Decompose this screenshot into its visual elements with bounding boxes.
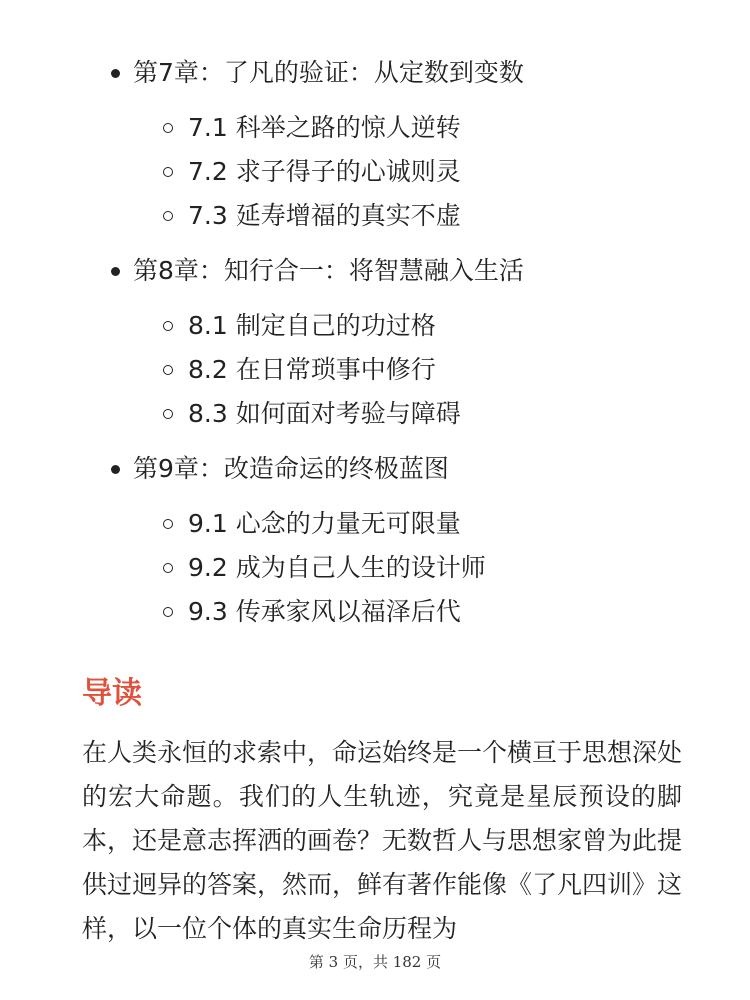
- section-title: 9.2 成为自己人生的设计师: [188, 553, 486, 582]
- section-title: 8.3 如何面对考验与障碍: [188, 399, 461, 428]
- list-item: [0, 590, 750, 634]
- table-of-contents: [0, 50, 750, 644]
- list-item: [0, 194, 750, 238]
- section-heading: 导读: [82, 676, 142, 711]
- list-item: [0, 304, 750, 348]
- section-title: 8.2 在日常琐事中修行: [188, 355, 436, 384]
- bullet-disc-icon: [111, 267, 120, 276]
- section-list: [0, 106, 750, 238]
- bullet-circle-icon: [163, 607, 173, 617]
- chapter-title: [0, 248, 750, 294]
- section-title: 9.3 传承家风以福泽后代: [188, 597, 461, 626]
- bullet-circle-icon: [163, 519, 173, 529]
- bullet-circle-icon: [163, 321, 173, 331]
- intro-paragraph: 在人类永恒的求索中，命运始终是一个横亘于思想深处的宏大命题。我们的人生轨迹，究竟是星辰预设的脚本，还是意志挥洒的画卷？无数哲人与思想家曾为此提供过迥异的答案，然而，鲜有著作能像《了凡四训》这样，以一位个体的真实生命历程为: [82, 738, 683, 943]
- chapter-title-text: 第9章：改造命运的终极蓝图: [133, 454, 449, 483]
- list-item: [0, 150, 750, 194]
- bullet-circle-icon: [163, 563, 173, 573]
- chapter-title-text: 第7章：了凡的验证：从定数到变数: [133, 58, 524, 87]
- section-title: 7.1 科举之路的惊人逆转: [188, 113, 461, 142]
- chapter-7: [0, 50, 750, 238]
- list-item: [0, 392, 750, 436]
- bullet-disc-icon: [111, 69, 120, 78]
- bullet-circle-icon: [163, 409, 173, 419]
- chapter-8: [0, 248, 750, 436]
- list-item: [0, 546, 750, 590]
- bullet-circle-icon: [163, 167, 173, 177]
- list-item: [0, 348, 750, 392]
- bullet-circle-icon: [163, 123, 173, 133]
- list-item: [0, 502, 750, 546]
- chapter-9: [0, 446, 750, 634]
- section-title: 7.2 求子得子的心诚则灵: [188, 157, 461, 186]
- section-title: 9.1 心念的力量无可限量: [188, 509, 461, 538]
- section-list: [0, 304, 750, 436]
- chapter-title: [0, 50, 750, 96]
- bullet-disc-icon: [111, 465, 120, 474]
- bullet-circle-icon: [163, 365, 173, 375]
- section-title: 8.1 制定自己的功过格: [188, 311, 436, 340]
- chapter-title: [0, 446, 750, 492]
- section-title: 7.3 延寿增福的真实不虚: [188, 201, 461, 230]
- bullet-circle-icon: [163, 211, 173, 221]
- list-item: [0, 106, 750, 150]
- chapter-title-text: 第8章：知行合一：将智慧融入生活: [133, 256, 524, 285]
- page-number: 第 3 页，共 182 页: [308, 953, 442, 971]
- section-list: [0, 502, 750, 634]
